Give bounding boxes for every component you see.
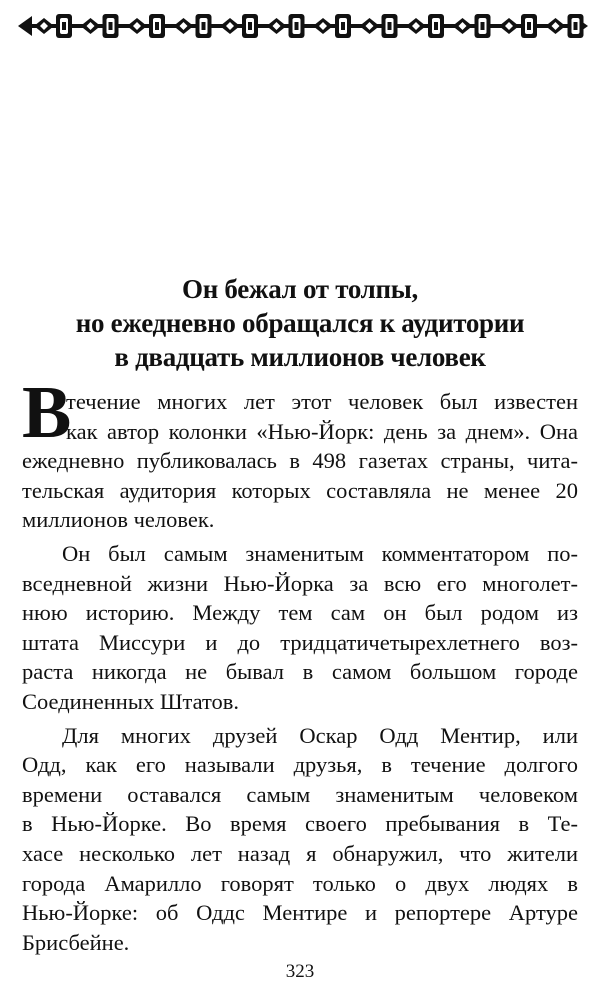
paragraph-2 bbox=[22, 539, 578, 717]
paragraph-line: города Амарилло говорят только о двух людях в bbox=[22, 870, 578, 896]
paragraph-line: как автор колонки «Нью-Йорк: день за днем». Она bbox=[66, 418, 578, 444]
page-number: 323 bbox=[285, 961, 315, 982]
paragraph-line: течение многих лет этот человек был известен bbox=[66, 389, 578, 414]
paragraph-line: Брисбейне. bbox=[22, 929, 130, 955]
paragraph-3 bbox=[22, 721, 578, 958]
heading-line-2: но ежедневно обращался к аудитории bbox=[75, 308, 525, 338]
paragraph-line: штата Миссури и до тридцатичетырехлетнего воз- bbox=[22, 629, 578, 655]
chapter-heading bbox=[0, 272, 600, 374]
paragraph-line: хасе несколько лет назад я обнаружил, что жители bbox=[22, 840, 578, 866]
paragraph-line: ежедневно публиковалась в 498 газетах страны, чита- bbox=[22, 448, 578, 474]
paragraph-line: в Нью-Йорке. Во время своего пребывания в Те- bbox=[22, 811, 578, 837]
paragraph-line: Соединенных Штатов. bbox=[22, 688, 240, 714]
heading-line-3: в двадцать миллионов человек bbox=[114, 342, 486, 372]
drop-cap: В bbox=[22, 372, 72, 454]
paragraph-line: тельская аудитория которых составляла не менее 20 bbox=[22, 477, 578, 503]
paragraph-line: вседневной жизни Нью-Йорка за всю его многолет- bbox=[22, 570, 578, 596]
paragraph-line: Нью-Йорке: об Оддс Ментире и репортере Артуре bbox=[22, 900, 578, 926]
paragraph-line: Для многих друзей Оскар Одд Ментир, или bbox=[62, 722, 578, 748]
paragraph-line: времени оставался самым знаменитым человеком bbox=[22, 781, 578, 807]
heading-line-1: Он бежал от толпы, bbox=[182, 274, 418, 304]
paragraph-line: миллионов человек. bbox=[22, 507, 215, 533]
paragraph-1 bbox=[22, 372, 578, 535]
paragraph-line: нюю историю. Между тем сам он был родом из bbox=[22, 600, 578, 626]
paragraph-line: Одд, как его называли друзья, в течение долгого bbox=[22, 752, 578, 778]
paragraph-line: Он был самым знаменитым комментатором по- bbox=[62, 540, 578, 566]
decorative-border-ornament bbox=[18, 8, 588, 44]
body-text bbox=[22, 372, 578, 957]
paragraph-line: раста никогда не бывал в самом большом городе bbox=[22, 659, 578, 685]
